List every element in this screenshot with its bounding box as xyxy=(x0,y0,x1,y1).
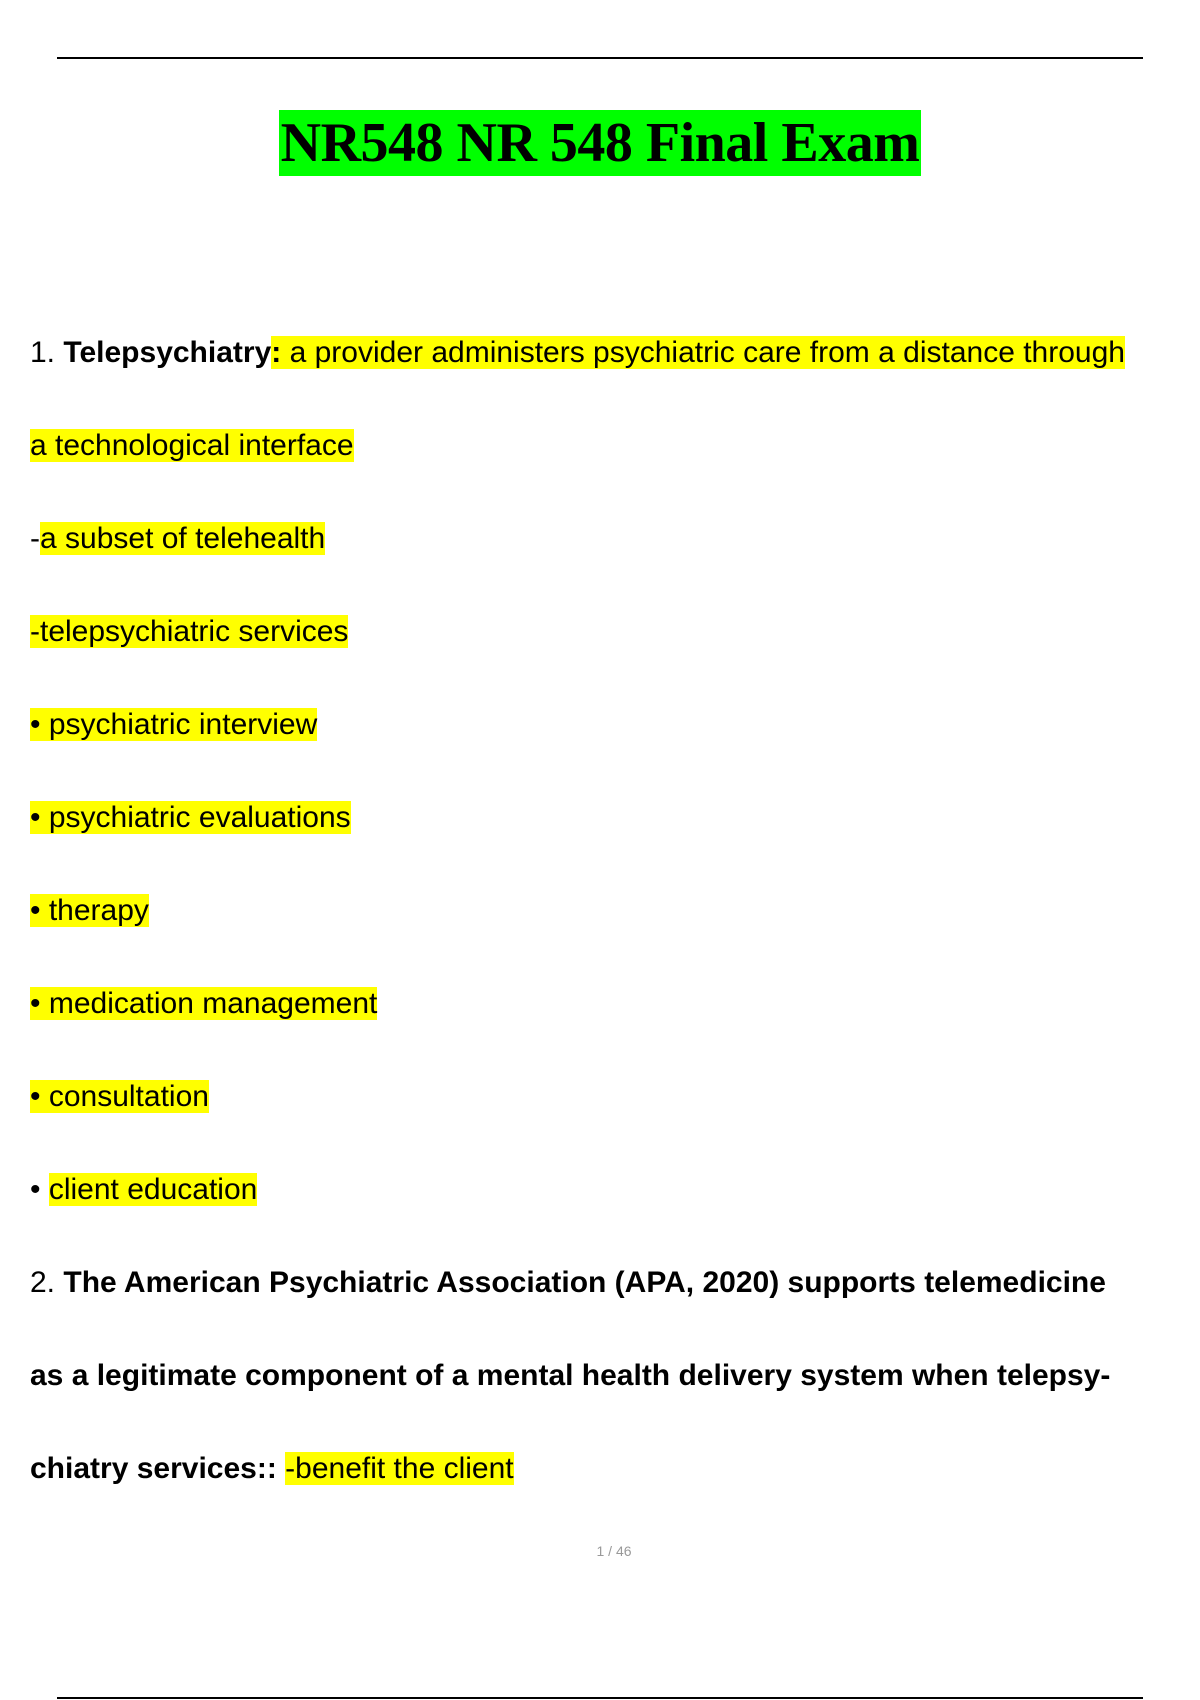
q1-number: 1. xyxy=(30,336,56,369)
bullet-therapy: • therapy xyxy=(30,894,149,927)
list-item xyxy=(30,798,351,838)
list-item xyxy=(30,984,377,1024)
list-item xyxy=(30,1170,257,1210)
bullet-psychiatric-interview: • psychiatric interview xyxy=(30,708,318,741)
bottom-rule xyxy=(57,1697,1143,1699)
q1-sub1 xyxy=(30,519,325,559)
q1-sub1-dash: - xyxy=(30,522,40,555)
q1-definition-line2: a technological interface xyxy=(30,429,354,462)
bullet-medication-management: • medication management xyxy=(30,987,378,1020)
q2-line-1 xyxy=(30,1263,1106,1303)
bullet-psychiatric-evaluations: • psychiatric evaluations xyxy=(30,801,351,834)
bullet-consultation: • consultation xyxy=(30,1080,209,1113)
q2-number: 2. xyxy=(30,1266,56,1299)
page-number: 1 / 46 xyxy=(596,1543,632,1559)
q1-definition-part1 xyxy=(271,336,1125,369)
bullet-client-education: client education xyxy=(48,1173,258,1206)
q1-line-1 xyxy=(30,333,1125,373)
title-container xyxy=(0,110,1200,176)
q2-question-line2: as a legitimate component of a mental health delivery system when telepsy- xyxy=(30,1359,1111,1392)
q1-colon: : xyxy=(271,336,282,369)
q2-question-line1: The American Psychiatric Association (APA, 2020) supports telemedicine xyxy=(63,1266,1106,1299)
q1-term: Telepsychiatry xyxy=(63,336,272,369)
q1-definition-line1: a provider administers psychiatric care from a distance through xyxy=(281,336,1125,369)
q1-line-2 xyxy=(30,426,354,466)
list-item xyxy=(30,705,317,745)
q1-sub2 xyxy=(30,612,348,652)
q1-sub1-text: a subset of telehealth xyxy=(40,522,326,555)
q2-line-3 xyxy=(30,1449,514,1489)
q1-sub2-text: -telepsychiatric services xyxy=(30,615,349,648)
top-rule xyxy=(57,57,1143,59)
document-title: NR548 NR 548 Final Exam xyxy=(280,112,920,174)
list-item xyxy=(30,1077,209,1117)
q2-line-2 xyxy=(30,1356,1110,1396)
bullet-mark: • xyxy=(30,1173,49,1206)
q2-answer-start: -benefit the client xyxy=(285,1452,514,1485)
q2-question-line3: chiatry services:: xyxy=(30,1452,277,1485)
list-item xyxy=(30,891,149,931)
